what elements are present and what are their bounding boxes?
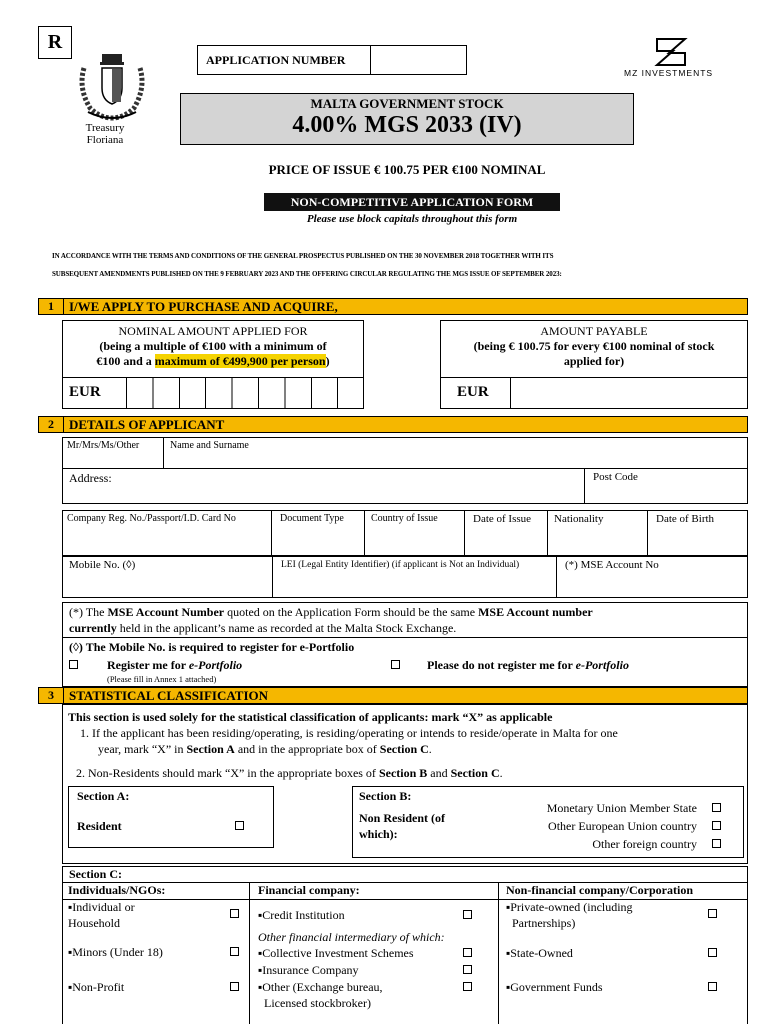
- stock-title: 4.00% MGS 2033 (IV): [292, 112, 522, 138]
- amount-payable-input[interactable]: [510, 377, 748, 409]
- section1-header: [38, 298, 748, 315]
- section1-number: 1: [39, 299, 64, 314]
- section-b-opt2: Other European Union country: [548, 819, 697, 833]
- document-type-field[interactable]: [271, 510, 365, 556]
- government-funds-checkbox[interactable]: [708, 982, 717, 991]
- col3-title: Non-financial company/Corporation: [506, 883, 694, 897]
- col1-title: Individuals/NGOs:: [68, 883, 166, 897]
- stock-name: MALTA GOVERNMENT STOCK: [310, 96, 504, 111]
- brand-name: MZ INVESTMENTS: [624, 68, 714, 78]
- mobile-label: Mobile No. (◊): [69, 559, 136, 571]
- state-owned-checkbox[interactable]: [708, 948, 717, 957]
- nominal-sub2-c: ): [325, 354, 330, 368]
- mz-logo-icon: [654, 36, 688, 68]
- credit-institution-checkbox[interactable]: [463, 910, 472, 919]
- item1b-d: Section C: [379, 742, 429, 756]
- item2-b: Section B: [378, 766, 428, 780]
- lei-field[interactable]: [272, 556, 557, 598]
- item2-a: 2. Non-Residents should mark “X” in the appropriate boxes of: [76, 766, 379, 780]
- nominal-max-highlight: maximum of €499,900 per person: [154, 354, 326, 368]
- c3-item3: ▪Government Funds: [506, 980, 603, 994]
- mobile-field[interactable]: [62, 556, 273, 598]
- address-label: Address:: [69, 471, 112, 485]
- register-eportfolio-checkbox[interactable]: [69, 660, 78, 669]
- register-eportfolio-sub: (Please fill in Annex 1 attached): [107, 674, 217, 684]
- amount-payable-header: [440, 320, 748, 378]
- monetary-union-checkbox[interactable]: [712, 803, 721, 812]
- resident-checkbox[interactable]: [235, 821, 244, 830]
- name-label: Name and Surname: [170, 440, 249, 451]
- date-issue-label: Date of Issue: [473, 513, 532, 525]
- register-label-b: e-Portfolio: [188, 658, 243, 672]
- section3-header: [38, 687, 748, 704]
- title-label: Mr/Mrs/Ms/Other: [67, 440, 140, 451]
- classification-item2: [76, 766, 503, 781]
- c1-item1b: Household: [68, 916, 120, 930]
- c3-item1a: ▪Private-owned (including: [506, 900, 633, 914]
- payable-sub2: applied for): [563, 354, 625, 368]
- company-reg-label: Company Reg. No./Passport/I.D. Card No: [67, 513, 236, 524]
- dob-field[interactable]: [647, 510, 748, 556]
- payable-title: AMOUNT PAYABLE: [540, 324, 648, 338]
- other-foreign-checkbox[interactable]: [712, 839, 721, 848]
- nominal-sub2: [63, 354, 363, 369]
- minors-checkbox[interactable]: [230, 947, 239, 956]
- no-register-eportfolio-label: [427, 658, 629, 673]
- c2-other: Other financial intermediary of which:: [258, 930, 445, 944]
- no-register-eportfolio-checkbox[interactable]: [391, 660, 400, 669]
- section2-title: DETAILS OF APPLICANT: [69, 417, 225, 432]
- nationality-field[interactable]: [547, 510, 648, 556]
- item1b-e: .: [428, 742, 432, 756]
- date-issue-field[interactable]: [464, 510, 548, 556]
- section-b-box: [352, 786, 744, 858]
- noregister-label-a: Please do not register me for: [427, 658, 576, 672]
- individual-checkbox[interactable]: [230, 909, 239, 918]
- other-eu-checkbox[interactable]: [712, 821, 721, 830]
- non-profit-checkbox[interactable]: [230, 982, 239, 991]
- name-field[interactable]: [163, 437, 748, 469]
- price-of-issue: PRICE OF ISSUE € 100.75 PER €100 NOMINAL: [268, 162, 546, 177]
- application-number-label-box: [197, 45, 371, 75]
- mse-account-label: (*) MSE Account No: [565, 559, 659, 571]
- section3-title: STATISTICAL CLASSIFICATION: [69, 688, 269, 703]
- payable-currency-box: [440, 377, 511, 409]
- mse-note-a: (*) The: [69, 605, 108, 619]
- item1b-c: and in the appropriate box of: [234, 742, 380, 756]
- item2-d: Section C: [450, 766, 500, 780]
- classification-item1b: [98, 742, 432, 757]
- eportfolio-box: [62, 637, 748, 687]
- section-b-nonres1: Non Resident (of: [359, 811, 445, 825]
- company-reg-field[interactable]: [62, 510, 272, 556]
- c1-item2: ▪Minors (Under 18): [68, 945, 163, 959]
- digit-grid: [127, 378, 363, 408]
- address-field[interactable]: [62, 468, 585, 504]
- c2-item4b: Licensed stockbroker): [264, 996, 371, 1010]
- section-b-nonres2: which):: [359, 827, 398, 841]
- mse-note-d: MSE Account number: [478, 605, 593, 619]
- c2-item1: ▪Credit Institution: [258, 908, 345, 922]
- section1-title: I/WE APPLY TO PURCHASE AND ACQUIRE,: [69, 299, 338, 314]
- nominal-amount-input[interactable]: [126, 377, 364, 409]
- c3-item1b: Partnerships): [512, 916, 576, 930]
- section-a-box: [68, 786, 274, 848]
- issuer-line2: Floriana: [86, 134, 124, 146]
- section-b-opt1: Monetary Union Member State: [546, 801, 697, 815]
- mse-note-f: held in the applicant’s name as recorded at the Malta Stock Exchange.: [116, 621, 457, 635]
- section-a-title: Section A:: [77, 789, 130, 803]
- terms-line1: IN ACCORDANCE WITH THE TERMS AND CONDITIONS OF THE GENERAL PROSPECTUS PUBLISHED ON THE 30 NOVEMBER 2018 TOGETHER WITH ITS: [52, 252, 554, 260]
- item2-c: and: [427, 766, 451, 780]
- c3-item2: ▪State-Owned: [506, 946, 573, 960]
- col2-title: Financial company:: [258, 883, 360, 897]
- nominal-sub1: (being a multiple of €100 with a minimum of: [99, 339, 327, 353]
- cis-checkbox[interactable]: [463, 948, 472, 957]
- item1b-a: year, mark “X” in: [98, 742, 187, 756]
- section-b-opt3: Other foreign country: [592, 837, 697, 851]
- mobile-note: (◊) The Mobile No. is required to register for e-Portfolio: [69, 640, 355, 654]
- postcode-field[interactable]: [584, 468, 748, 504]
- section-c-col-sep2: [498, 882, 499, 1024]
- section2-number: 2: [39, 417, 64, 432]
- private-owned-checkbox[interactable]: [708, 909, 717, 918]
- dob-label: Date of Birth: [656, 513, 715, 525]
- mse-account-field[interactable]: [556, 556, 748, 598]
- c1-item1a: ▪Individual or: [68, 900, 135, 914]
- classification-intro: This section is used solely for the statistical classification of applicants: mark “X” as applicable: [68, 710, 553, 724]
- c2-item3: ▪Insurance Company: [258, 963, 359, 977]
- mse-note-line1: [69, 604, 741, 620]
- register-label-a: Register me for: [107, 658, 189, 672]
- nominal-sub2-a: €100 and a: [96, 354, 155, 368]
- mse-note-line2: [69, 620, 741, 636]
- insurance-checkbox[interactable]: [463, 965, 472, 974]
- nominal-title: NOMINAL AMOUNT APPLIED FOR: [118, 324, 308, 338]
- mse-note-c: quoted on the Application Form should be the same: [224, 605, 479, 619]
- terms-line2: SUBSEQUENT AMENDMENTS PUBLISHED ON THE 9 FEBRUARY 2023 AND THE OFFERING CIRCULAR REGULATING THE MGS ISSUE OF SEPTEMBER 2023:: [52, 270, 562, 278]
- nominal-currency-box: [62, 377, 127, 409]
- r-mark: R: [47, 31, 63, 53]
- title-field[interactable]: [62, 437, 164, 469]
- c1-item3: ▪Non-Profit: [68, 980, 125, 994]
- other-financial-checkbox[interactable]: [463, 982, 472, 991]
- section-a-resident: Resident: [77, 819, 122, 833]
- nominal-amount-header: [62, 320, 364, 378]
- form-type: NON-COMPETITIVE APPLICATION FORM: [290, 195, 534, 209]
- section2-header: [38, 416, 748, 433]
- postcode-label: Post Code: [593, 471, 638, 483]
- r-mark-box: [38, 26, 72, 59]
- nationality-label: Nationality: [554, 513, 604, 525]
- document-type-label: Document Type: [280, 513, 344, 524]
- country-issue-field[interactable]: [364, 510, 465, 556]
- c2-item2: ▪Collective Investment Schemes: [258, 946, 414, 960]
- section-c-col-sep1: [249, 882, 250, 1024]
- application-number-field[interactable]: [370, 45, 467, 75]
- item2-e: .: [499, 766, 503, 780]
- country-issue-label: Country of Issue: [371, 513, 438, 524]
- mse-note-b: MSE Account Number: [107, 605, 225, 619]
- section-c-divider2: [62, 899, 748, 900]
- noregister-label-b: e-Portfolio: [575, 658, 629, 672]
- payable-sub1: (being € 100.75 for every €100 nominal of stock: [473, 339, 715, 353]
- classification-item1a: 1. If the applicant has been residing/operating, is residing/operating or intends to reside/operate in Malta for one: [80, 726, 618, 740]
- section-c-title: Section C:: [69, 867, 122, 881]
- application-number-label: APPLICATION NUMBER: [206, 53, 346, 67]
- form-note: Please use block capitals throughout this form: [306, 213, 518, 225]
- section-b-title: Section B:: [359, 789, 412, 803]
- issuer-line1: Treasury: [85, 122, 125, 134]
- nominal-currency: EUR: [69, 384, 101, 400]
- coat-of-arms-icon: [72, 50, 152, 122]
- register-eportfolio-label: [107, 658, 242, 673]
- item1b-b: Section A: [186, 742, 235, 756]
- lei-label: LEI (Legal Entity Identifier) (if applicant is Not an Individual): [281, 560, 520, 570]
- c2-item4a: ▪Other (Exchange bureau,: [258, 980, 383, 994]
- mse-note-box: [62, 602, 748, 638]
- mse-note-e: currently: [69, 621, 117, 635]
- section3-number: 3: [39, 688, 64, 703]
- payable-currency: EUR: [457, 384, 489, 400]
